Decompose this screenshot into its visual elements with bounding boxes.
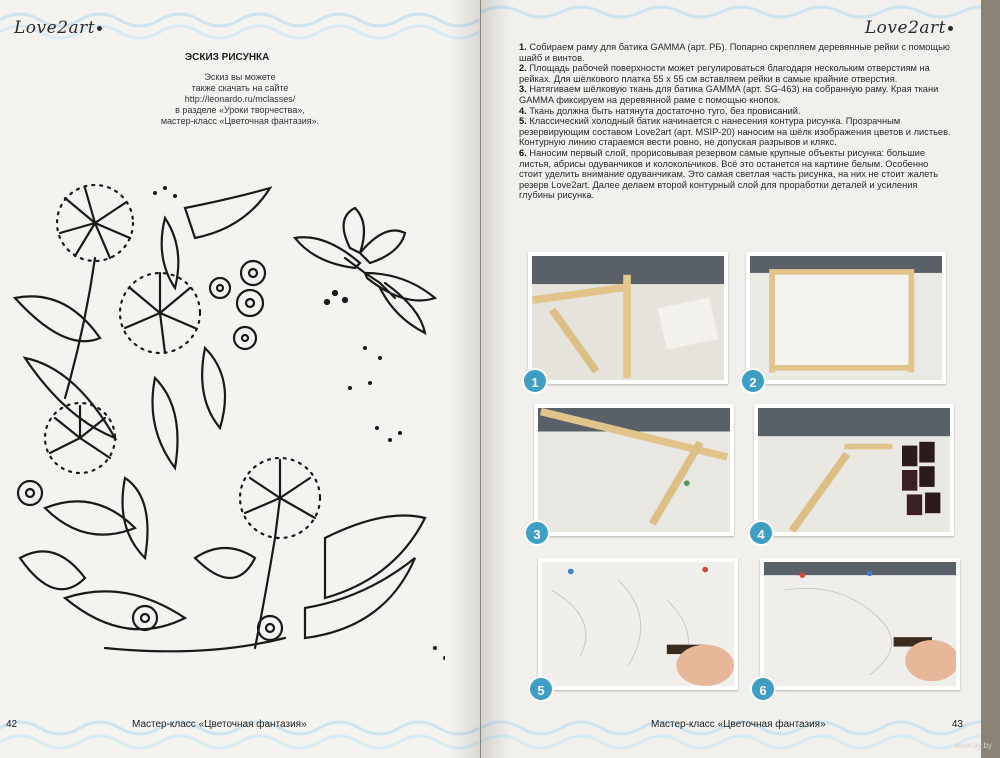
step-badge-2: 2 bbox=[740, 368, 766, 394]
dandelion-illustration bbox=[240, 458, 320, 648]
dandelion-illustration bbox=[45, 403, 115, 473]
page-number-left: 42 bbox=[6, 719, 18, 730]
sketch-line: Эскиз вы можете bbox=[204, 72, 276, 82]
gutter-shadow bbox=[481, 0, 511, 758]
step-3: 3. Натягиваем шёлковую ткань для батика GAMMA (арт. SG-463) на собранную раму. Края ткани GAMMA фиксируем на деревянной раме с помощью кнопок. bbox=[519, 84, 939, 105]
sketch-link[interactable]: http://leonardo.ru/mclasses/ bbox=[184, 94, 296, 104]
watermark: www.ay.by bbox=[954, 741, 992, 750]
step-photo-4 bbox=[754, 404, 954, 536]
step-badge-6: 6 bbox=[750, 676, 776, 702]
dragonfly-illustration bbox=[295, 208, 435, 333]
step-4: 4. Ткань должна быть натянута достаточно туго, без провисаний. bbox=[519, 105, 801, 116]
gutter-shadow bbox=[449, 0, 479, 758]
sketch-line: мастер-класс «Цветочная фантазия». bbox=[160, 116, 320, 126]
floral-sketch-drawing bbox=[5, 178, 445, 678]
footer-right: Мастер-класс «Цветочная фантазия» bbox=[651, 719, 826, 730]
sketch-line: также скачать на сайте bbox=[191, 83, 289, 93]
left-page bbox=[0, 0, 480, 758]
step-badge-1: 1 bbox=[522, 368, 548, 394]
dandelion-illustration bbox=[57, 185, 133, 398]
scattered-dots bbox=[153, 186, 445, 660]
step-1: 1. Собираем раму для батика GAMMA (арт. РБ). Попарно скрепляем деревянные рейки с помощью шайб и винтов. bbox=[519, 42, 950, 63]
footer-left: Мастер-класс «Цветочная фантазия» bbox=[132, 719, 307, 730]
brand-logo: Love2art bbox=[14, 18, 102, 38]
step-photo-3 bbox=[534, 404, 734, 536]
instruction-steps bbox=[519, 42, 951, 201]
step-5: 5. Классический холодный батик начинается с нанесения контура рисунка. Прозрачным резервирующим составом Love2art (арт. MSIP-20) наносим на шёлк изображения цветов и листьев. Контурную линию стараемся вести ровно, не допуская разрывов и клякс. bbox=[519, 116, 951, 148]
bottom-wave-decoration bbox=[0, 708, 479, 758]
brand-logo: Love2art bbox=[865, 18, 953, 38]
step-photo-1 bbox=[528, 252, 728, 384]
step-photo-6 bbox=[760, 558, 960, 690]
step-photo-5 bbox=[538, 558, 738, 690]
sketch-description bbox=[140, 72, 340, 127]
step-badge-4: 4 bbox=[748, 520, 774, 546]
page-number-right: 43 bbox=[951, 719, 963, 730]
step-6: 6. Наносим первый слой, прорисовывая резервом самые крупные объекты рисунка: большие листья, абрисы одуванчиков и колокольчиков. Всё это останется на картине белым. Особенно стоит уделить внимание одуванчикам. Это самая светлая часть рисунка, на них не стоит жалеть резерв Love2art. Далее делаем второй контурный слой для проработки деталей и усиления глубины рисунка. bbox=[519, 147, 939, 201]
step-badge-3: 3 bbox=[524, 520, 550, 546]
right-page bbox=[481, 0, 981, 758]
bottom-wave-decoration bbox=[481, 708, 981, 758]
sketch-title: ЭСКИЗ РИСУНКА bbox=[185, 52, 270, 63]
sketch-line: в разделе «Уроки творчества», bbox=[175, 105, 305, 115]
step-badge-5: 5 bbox=[528, 676, 554, 702]
dandelion-illustration bbox=[120, 273, 200, 353]
step-2: 2. Площадь рабочей поверхности может регулироваться благодаря нескольким отверстиям на рейках. Для шёлкового платка 55 х 55 см вставляем рейки в самые крайние отверстия. bbox=[519, 63, 930, 84]
step-photo-2 bbox=[746, 252, 946, 384]
